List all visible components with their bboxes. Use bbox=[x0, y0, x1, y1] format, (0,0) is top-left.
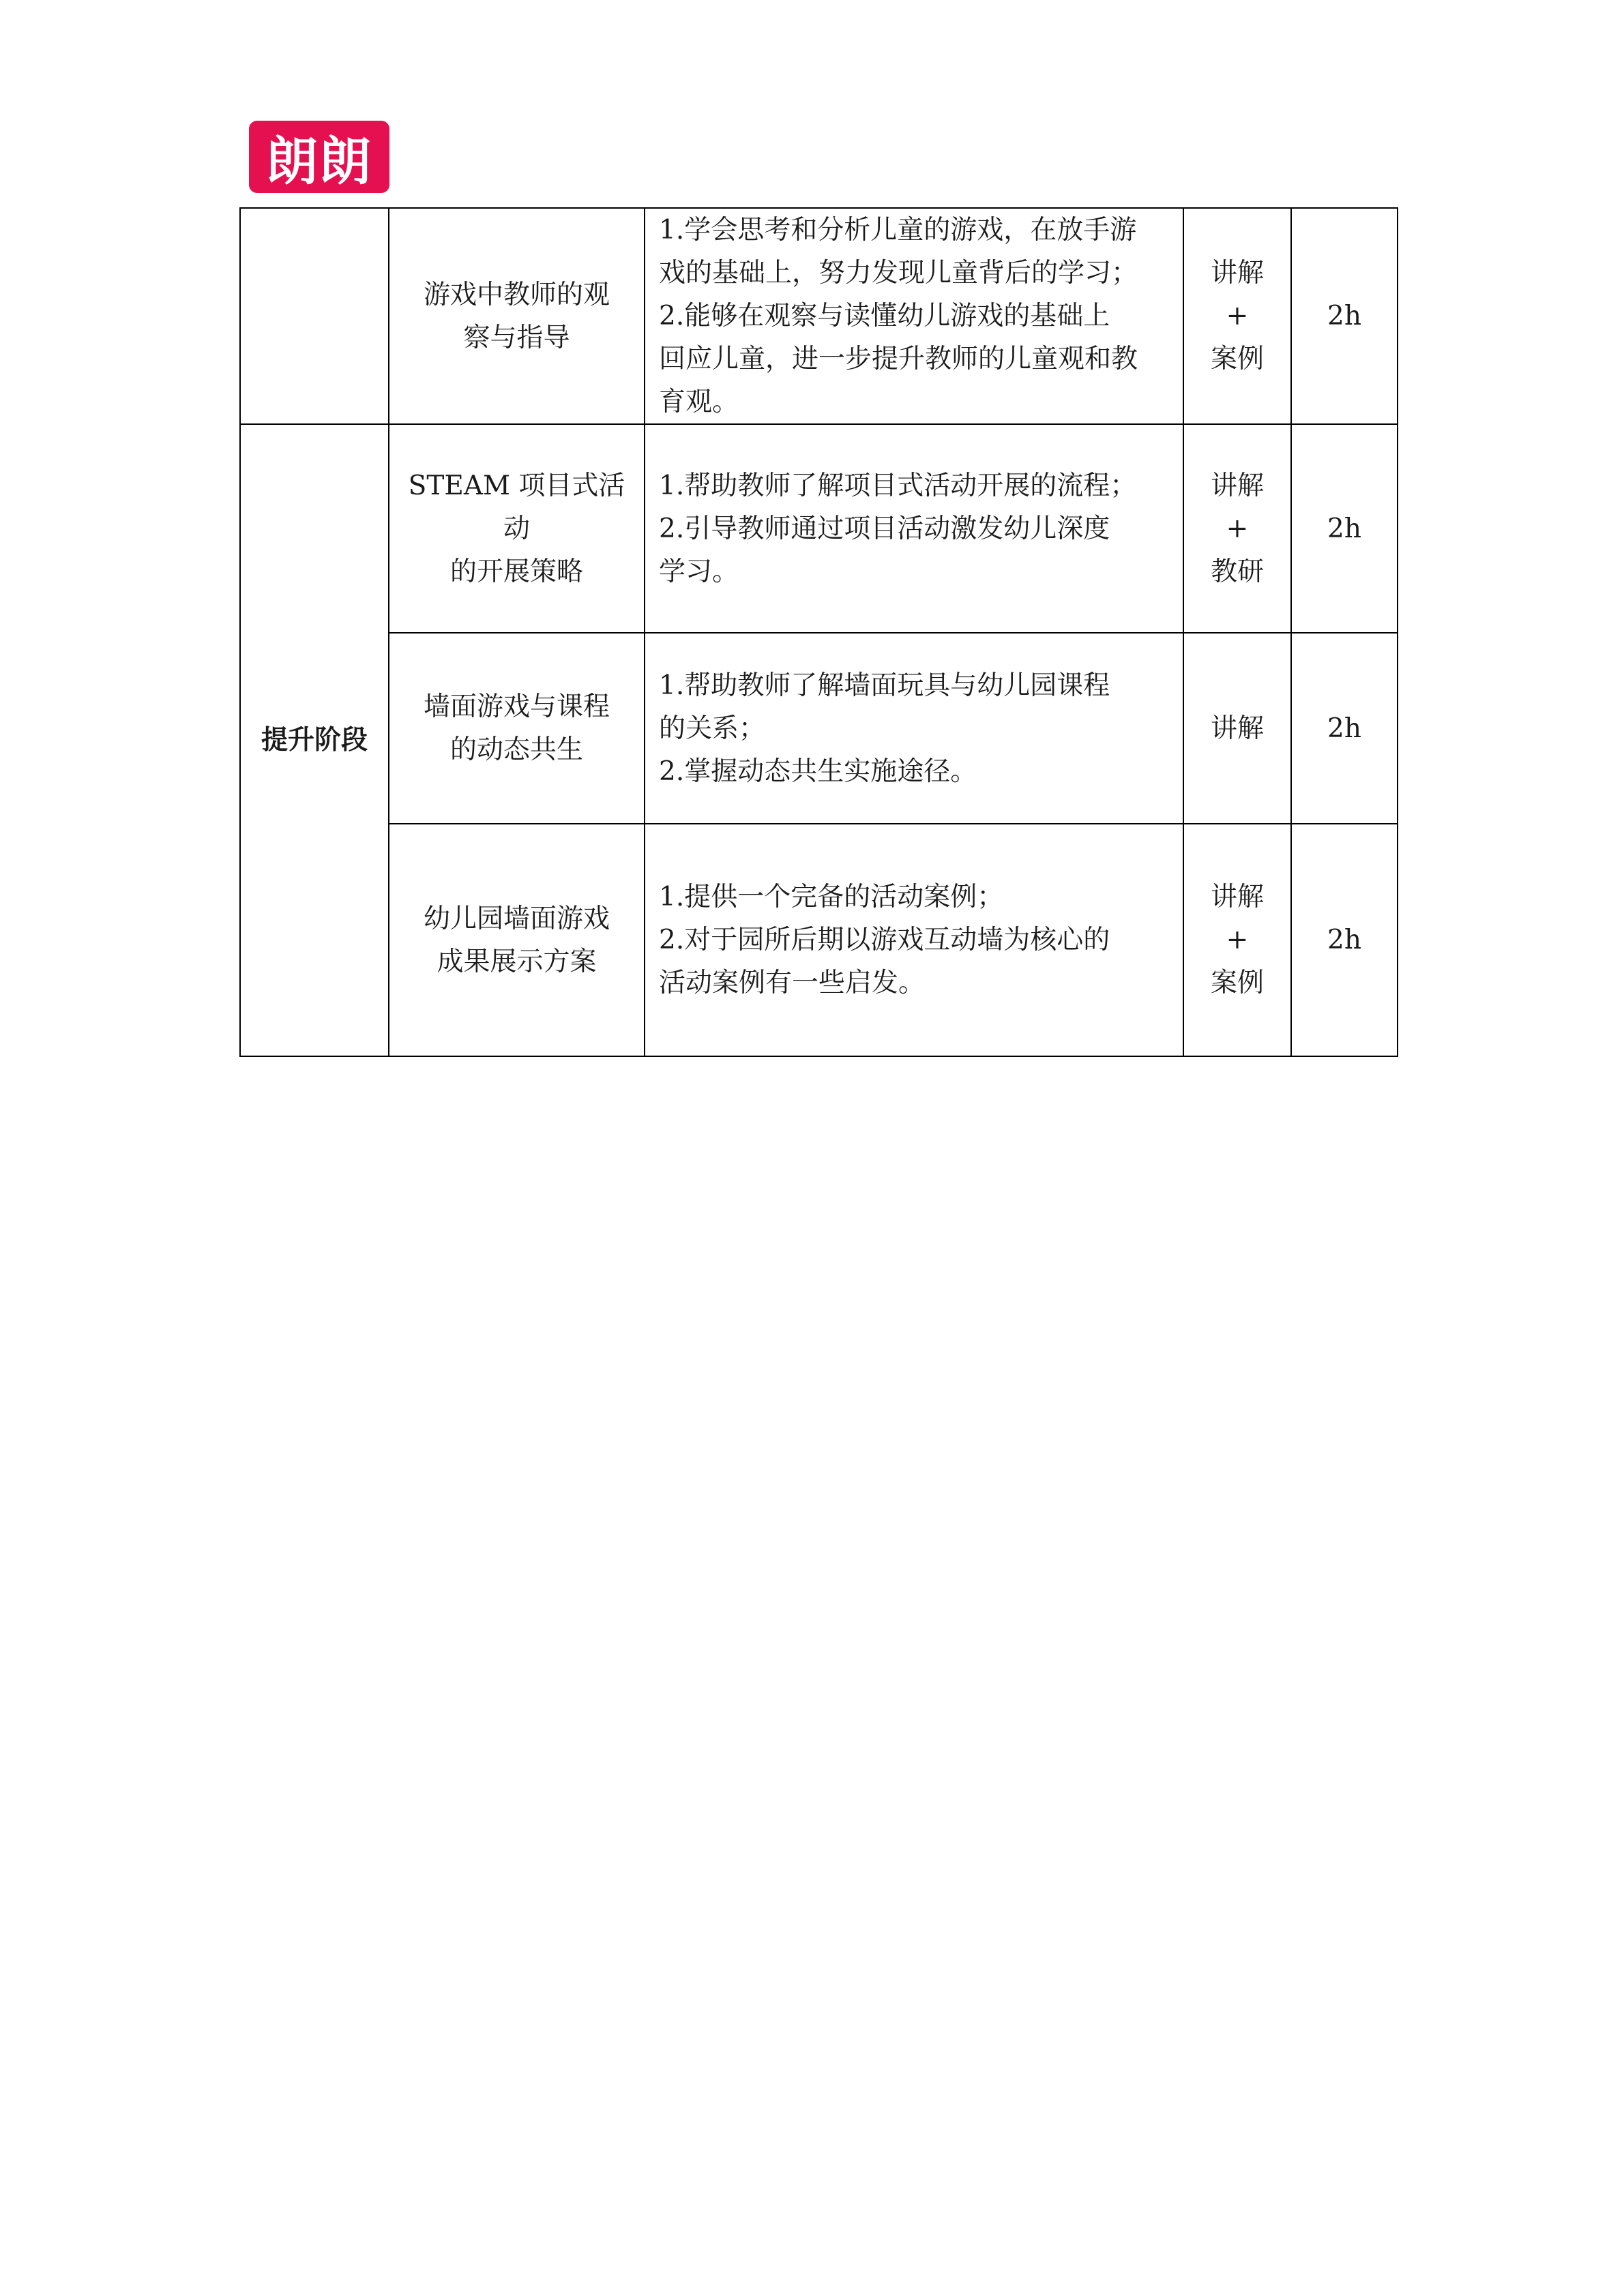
goal-line: 育观。 bbox=[659, 387, 739, 417]
goal-line: 1.学会思考和分析儿童的游戏，在放手游 bbox=[659, 215, 1137, 245]
table-row bbox=[240, 633, 1398, 824]
method-cell bbox=[1183, 208, 1291, 424]
goals-cell bbox=[645, 208, 1183, 424]
topic-cell bbox=[389, 208, 645, 424]
hours-cell: 2h bbox=[1291, 824, 1398, 1056]
method-line: + bbox=[1226, 513, 1249, 544]
table-row bbox=[240, 824, 1398, 1056]
topic-line: 的开展策略 bbox=[449, 556, 583, 587]
goal-line: 1.提供一个完备的活动案例； bbox=[659, 882, 1004, 912]
topic-line: 成果展示方案 bbox=[437, 946, 597, 977]
method-line: + bbox=[1226, 925, 1249, 955]
topic-cell bbox=[389, 424, 645, 633]
goal-line: 2.对于园所后期以游戏互动墙为核心的 bbox=[659, 925, 1110, 955]
goal-line: 2.引导教师通过项目活动激发幼儿深度 bbox=[659, 513, 1110, 544]
goals-cell bbox=[645, 824, 1183, 1056]
method-line: 讲解 bbox=[1210, 882, 1264, 912]
goal-line: 学习。 bbox=[659, 556, 739, 587]
topic-line: 幼儿园墙面游戏 bbox=[423, 903, 610, 934]
brand-logo: 朗朗 bbox=[249, 121, 389, 193]
stage-cell: 提升阶段 bbox=[240, 424, 389, 1056]
topic-line: 游戏中教师的观 bbox=[423, 279, 610, 310]
goal-line: 1.帮助教师了解项目式活动开展的流程； bbox=[659, 470, 1137, 501]
hours-cell: 2h bbox=[1291, 633, 1398, 824]
hours-cell: 2h bbox=[1291, 208, 1398, 424]
goal-line: 1.帮助教师了解墙面玩具与幼儿园课程 bbox=[659, 670, 1110, 701]
method-cell bbox=[1183, 824, 1291, 1056]
topic-line: 察与指导 bbox=[463, 322, 570, 353]
topic-cell bbox=[389, 824, 645, 1056]
method-line: 教研 bbox=[1210, 556, 1264, 587]
goal-line: 活动案例有一些启发。 bbox=[659, 968, 926, 998]
stage-cell bbox=[240, 208, 389, 424]
topic-line: 的动态共生 bbox=[449, 734, 583, 765]
method-cell bbox=[1183, 633, 1291, 824]
goals-cell bbox=[645, 424, 1183, 633]
goal-line: 的关系； bbox=[659, 713, 766, 744]
goals-cell bbox=[645, 633, 1183, 824]
topic-line: 墙面游戏与课程 bbox=[423, 691, 610, 722]
goal-line: 回应儿童，进一步提升教师的儿童观和教 bbox=[659, 344, 1138, 374]
table-row bbox=[240, 208, 1398, 424]
method-line: 讲解 bbox=[1210, 713, 1264, 744]
method-line: + bbox=[1226, 301, 1249, 331]
hours-cell: 2h bbox=[1291, 424, 1398, 633]
course-table bbox=[239, 207, 1398, 1057]
method-line: 讲解 bbox=[1210, 470, 1264, 501]
method-line: 讲解 bbox=[1210, 258, 1264, 288]
method-line: 案例 bbox=[1210, 968, 1264, 998]
table-row bbox=[240, 424, 1398, 633]
topic-line: STEAM 项目式活动 bbox=[408, 470, 625, 544]
topic-cell bbox=[389, 633, 645, 824]
method-cell bbox=[1183, 424, 1291, 633]
goal-line: 戏的基础上，努力发现儿童背后的学习； bbox=[659, 258, 1138, 288]
method-line: 案例 bbox=[1210, 344, 1264, 374]
goal-line: 2.能够在观察与读懂幼儿游戏的基础上 bbox=[659, 301, 1110, 331]
goal-line: 2.掌握动态共生实施途径。 bbox=[659, 756, 977, 787]
